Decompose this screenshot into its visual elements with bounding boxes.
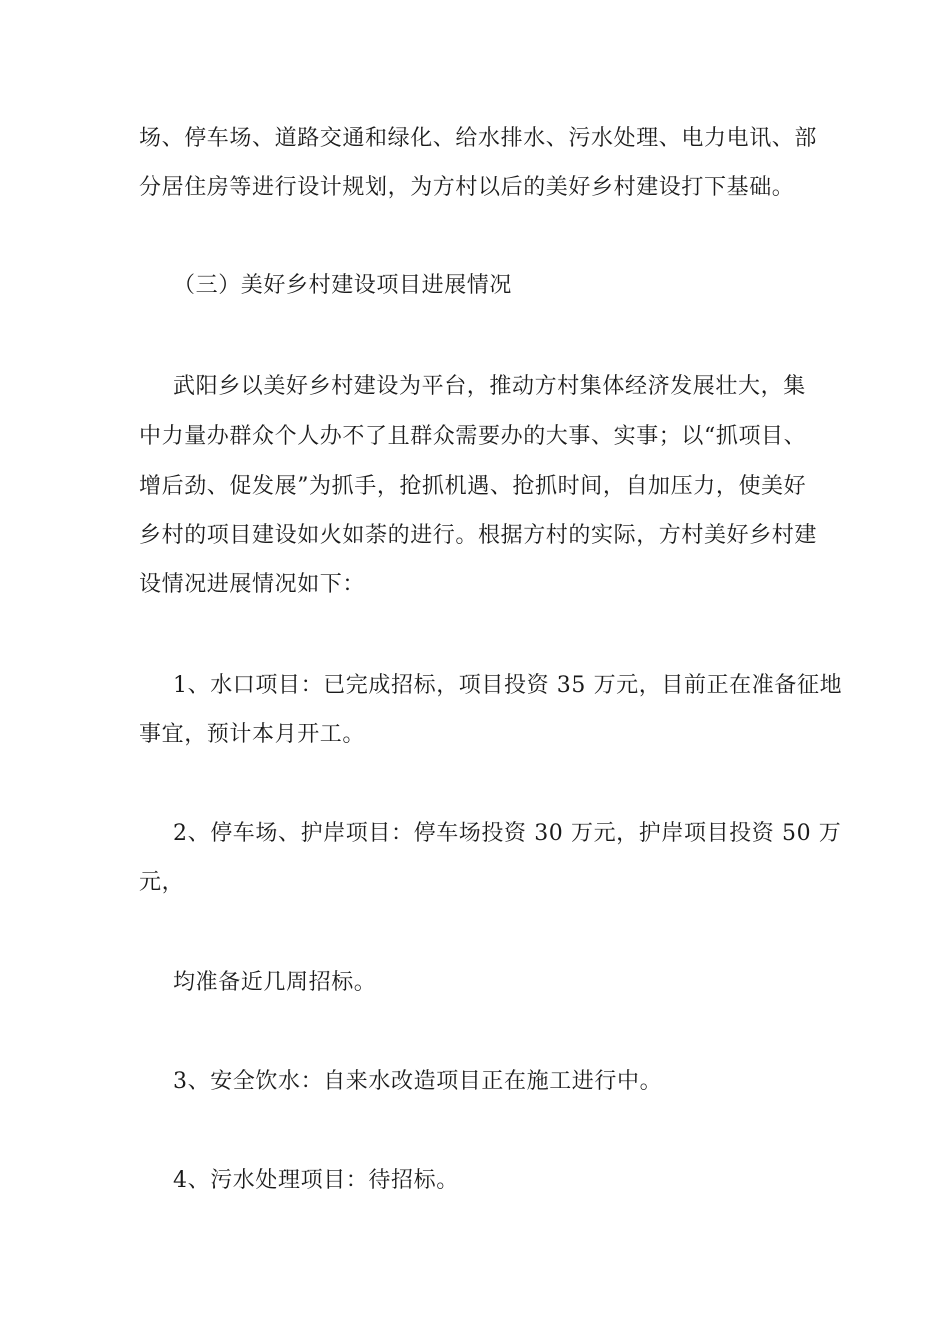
item-4: 4、污水处理项目：待招标。	[173, 1168, 459, 1193]
item-2-line-2: 元，	[139, 870, 185, 895]
item-3: 3、安全饮水：自来水改造项目正在施工进行中。	[173, 1069, 663, 1094]
paragraph-2-line-2: 中力量办群众个人办不了且群众需要办的大事、实事；以“抓项目、	[139, 424, 807, 449]
section-heading-3: （三）美好乡村建设项目进展情况	[173, 273, 513, 298]
item-1-line-1: 1、水口项目：已完成招标，项目投资 35 万元，目前正在准备征地	[173, 673, 843, 698]
paragraph-1-line-1: 场、停车场、道路交通和绿化、给水排水、污水处理、电力电讯、部	[139, 126, 818, 151]
paragraph-2-line-5: 设情况进展情况如下：	[139, 572, 366, 597]
paragraph-2-line-4: 乡村的项目建设如火如荼的进行。根据方村的实际，方村美好乡村建	[139, 523, 818, 548]
paragraph-2-line-3: 增后劲、促发展”为抓手，抢抓机遇、抢抓时间，自加压力，使美好	[139, 474, 807, 499]
item-2-line-1: 2、停车场、护岸项目：停车场投资 30 万元，护岸项目投资 50 万	[173, 821, 842, 846]
paragraph-1-line-2: 分居住房等进行设计规划，为方村以后的美好乡村建设打下基础。	[139, 175, 795, 200]
item-1-line-2: 事宜，预计本月开工。	[139, 722, 366, 747]
item-2-continuation: 均准备近几周招标。	[173, 970, 377, 995]
paragraph-2-line-1: 武阳乡以美好乡村建设为平台，推动方村集体经济发展壮大，集	[173, 374, 806, 399]
